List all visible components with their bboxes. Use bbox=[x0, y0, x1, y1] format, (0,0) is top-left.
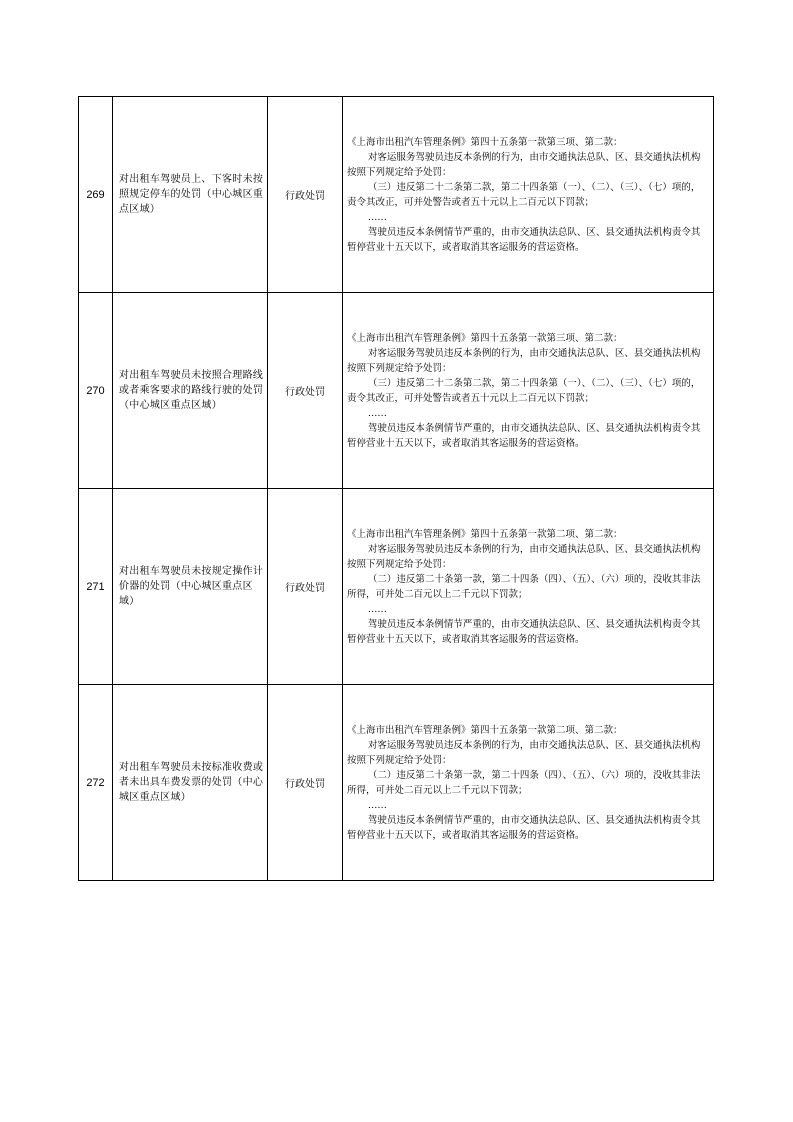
legal-basis-paragraph: 对客运服务驾驶员违反本条例的行为，由市交通执法总队、区、县交通执法机构按照下列规定给予处罚： bbox=[347, 543, 701, 570]
penalty-type: 行政处罚 bbox=[268, 293, 343, 489]
legal-basis-paragraph: 对客运服务驾驶员违反本条例的行为，由市交通执法总队、区、县交通执法机构按照下列规定给予处罚： bbox=[347, 347, 701, 374]
legal-basis-paragraph: 《上海市出租汽车管理条例》第四十五条第一款第三项、第二款： bbox=[347, 332, 623, 344]
legal-basis-paragraph: 《上海市出租汽车管理条例》第四十五条第一款第三项、第二款： bbox=[347, 136, 623, 148]
table-row bbox=[79, 489, 714, 685]
legal-basis-paragraph: …… bbox=[367, 603, 387, 615]
row-number: 271 bbox=[79, 489, 113, 685]
penalty-item: 对出租车驾驶员未按照合理路线或者乘客要求的路线行驶的处罚（中心城区重点区域） bbox=[113, 293, 268, 489]
penalty-type: 行政处罚 bbox=[268, 489, 343, 685]
legal-basis-paragraph: 驾驶员违反本条例情节严重的，由市交通执法总队、区、县交通执法机构责令其暂停营业十五天以下，或者取消其客运服务的营运资格。 bbox=[347, 814, 701, 841]
legal-basis bbox=[343, 97, 714, 293]
legal-basis-paragraph: 驾驶员违反本条例情节严重的，由市交通执法总队、区、县交通执法机构责令其暂停营业十五天以下，或者取消其客运服务的营运资格。 bbox=[347, 618, 701, 645]
legal-basis-paragraph: （二）违反第二十条第一款，第二十四条（四）、（五）、（六）项的，没收其非法所得，可并处二百元以上二千元以下罚款； bbox=[347, 573, 701, 600]
legal-basis-paragraph: 对客运服务驾驶员违反本条例的行为，由市交通执法总队、区、县交通执法机构按照下列规定给予处罚： bbox=[347, 739, 701, 766]
penalty-item: 对出租车驾驶员上、下客时未按照规定停车的处罚（中心城区重点区域） bbox=[113, 97, 268, 293]
penalty-item: 对出租车驾驶员未按规定操作计价器的处罚（中心城区重点区域） bbox=[113, 489, 268, 685]
legal-basis-paragraph: 《上海市出租汽车管理条例》第四十五条第一款第二项、第二款： bbox=[347, 724, 623, 736]
legal-basis-paragraph: …… bbox=[367, 799, 387, 811]
legal-basis-paragraph: （二）违反第二十条第一款，第二十四条（四）、（五）、（六）项的，没收其非法所得，可并处二百元以上二千元以下罚款； bbox=[347, 769, 701, 796]
legal-basis-paragraph: …… bbox=[367, 407, 387, 419]
row-number: 269 bbox=[79, 97, 113, 293]
penalty-table bbox=[78, 96, 714, 881]
legal-basis-paragraph: （三）违反第二十二条第二款，第二十四条第（一）、（二）、（三）、（七）项的，责令其改正，可并处警告或者五十元以上二百元以下罚款； bbox=[347, 181, 701, 208]
legal-basis-paragraph: （三）违反第二十二条第二款，第二十四条第（一）、（二）、（三）、（七）项的，责令其改正，可并处警告或者五十元以上二百元以下罚款； bbox=[347, 377, 701, 404]
legal-basis-paragraph: 《上海市出租汽车管理条例》第四十五条第一款第二项、第二款： bbox=[347, 528, 623, 540]
table-row bbox=[79, 685, 714, 881]
legal-basis-paragraph: 驾驶员违反本条例情节严重的，由市交通执法总队、区、县交通执法机构责令其暂停营业十五天以下，或者取消其客运服务的营运资格。 bbox=[347, 422, 701, 449]
legal-basis bbox=[343, 489, 714, 685]
legal-basis-paragraph: 对客运服务驾驶员违反本条例的行为，由市交通执法总队、区、县交通执法机构按照下列规定给予处罚： bbox=[347, 151, 701, 178]
penalty-item: 对出租车驾驶员未按标准收费或者未出具车费发票的处罚（中心城区重点区域） bbox=[113, 685, 268, 881]
row-number: 272 bbox=[79, 685, 113, 881]
table-row bbox=[79, 97, 714, 293]
legal-basis-paragraph: …… bbox=[367, 211, 387, 223]
legal-basis-paragraph: 驾驶员违反本条例情节严重的，由市交通执法总队、区、县交通执法机构责令其暂停营业十五天以下，或者取消其客运服务的营运资格。 bbox=[347, 226, 701, 253]
legal-basis bbox=[343, 293, 714, 489]
penalty-table-body bbox=[79, 97, 714, 881]
row-number: 270 bbox=[79, 293, 113, 489]
penalty-type: 行政处罚 bbox=[268, 97, 343, 293]
penalty-type: 行政处罚 bbox=[268, 685, 343, 881]
table-row bbox=[79, 293, 714, 489]
legal-basis bbox=[343, 685, 714, 881]
